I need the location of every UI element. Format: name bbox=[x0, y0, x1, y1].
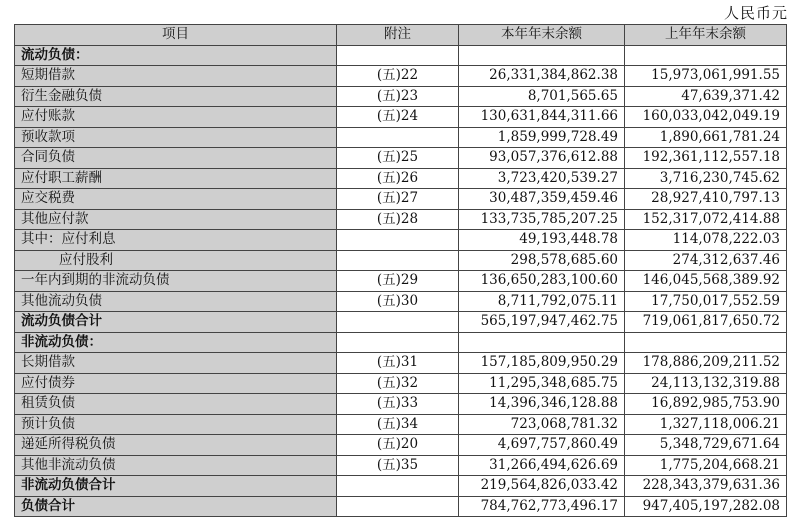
row-current-balance: 136,650,283,100.60 bbox=[459, 271, 625, 292]
row-prior-balance: 947,405,197,282.08 bbox=[625, 496, 787, 517]
row-prior-balance: 178,886,209,211.52 bbox=[625, 353, 787, 374]
row-current-balance bbox=[459, 332, 625, 353]
row-note bbox=[337, 496, 459, 517]
row-current-balance: 49,193,448.78 bbox=[459, 230, 625, 251]
row-item-name: 应交税费 bbox=[15, 189, 337, 210]
row-item-name: 租赁负债 bbox=[15, 394, 337, 415]
header-current-year: 本年年末余额 bbox=[459, 25, 625, 46]
table-row bbox=[15, 291, 787, 312]
row-current-balance: 1,859,999,728.49 bbox=[459, 127, 625, 148]
table-row bbox=[15, 168, 787, 189]
table-row bbox=[15, 496, 787, 517]
row-prior-balance: 5,348,729,671.64 bbox=[625, 435, 787, 456]
row-item-name: 应付职工薪酬 bbox=[15, 168, 337, 189]
table-row bbox=[15, 455, 787, 476]
table-row bbox=[15, 373, 787, 394]
table-row bbox=[15, 312, 787, 333]
row-note bbox=[337, 45, 459, 66]
table-row bbox=[15, 45, 787, 66]
row-prior-balance: 1,327,118,006.21 bbox=[625, 414, 787, 435]
row-item-name: 应付账款 bbox=[15, 107, 337, 128]
row-item-name: 衍生金融负债 bbox=[15, 86, 337, 107]
table-row bbox=[15, 271, 787, 292]
row-note bbox=[337, 250, 459, 271]
row-note: (五)28 bbox=[337, 209, 459, 230]
table-row bbox=[15, 86, 787, 107]
row-prior-balance bbox=[625, 332, 787, 353]
row-item-name: 预收款项 bbox=[15, 127, 337, 148]
row-current-balance: 14,396,346,128.88 bbox=[459, 394, 625, 415]
row-note: (五)35 bbox=[337, 455, 459, 476]
row-note: (五)32 bbox=[337, 373, 459, 394]
row-item-name: 其他流动负债 bbox=[15, 291, 337, 312]
row-current-balance: 219,564,826,033.42 bbox=[459, 476, 625, 497]
row-prior-balance: 1,890,661,781.24 bbox=[625, 127, 787, 148]
table-row bbox=[15, 250, 787, 271]
row-prior-balance: 15,973,061,991.55 bbox=[625, 66, 787, 87]
row-note: (五)20 bbox=[337, 435, 459, 456]
row-prior-balance: 47,639,371.42 bbox=[625, 86, 787, 107]
table-row bbox=[15, 66, 787, 87]
table-row bbox=[15, 394, 787, 415]
header-item: 项目 bbox=[15, 25, 337, 46]
row-note: (五)34 bbox=[337, 414, 459, 435]
row-item-name: 短期借款 bbox=[15, 66, 337, 87]
row-current-balance: 298,578,685.60 bbox=[459, 250, 625, 271]
row-prior-balance: 114,078,222.03 bbox=[625, 230, 787, 251]
row-note: (五)25 bbox=[337, 148, 459, 169]
row-item-name: 预计负债 bbox=[15, 414, 337, 435]
row-prior-balance: 3,716,230,745.62 bbox=[625, 168, 787, 189]
row-note: (五)33 bbox=[337, 394, 459, 415]
row-item-name: 流动负债合计 bbox=[15, 312, 337, 333]
row-note: (五)30 bbox=[337, 291, 459, 312]
row-current-balance: 8,711,792,075.11 bbox=[459, 291, 625, 312]
row-note bbox=[337, 127, 459, 148]
table-row bbox=[15, 127, 787, 148]
row-note: (五)23 bbox=[337, 86, 459, 107]
row-prior-balance: 1,775,204,668.21 bbox=[625, 455, 787, 476]
table-body bbox=[15, 45, 787, 517]
row-item-name: 应付债券 bbox=[15, 373, 337, 394]
row-prior-balance: 192,361,112,557.18 bbox=[625, 148, 787, 169]
table-row bbox=[15, 107, 787, 128]
row-current-balance: 26,331,384,862.38 bbox=[459, 66, 625, 87]
row-item-name: 其他非流动负债 bbox=[15, 455, 337, 476]
table-row bbox=[15, 230, 787, 251]
row-prior-balance: 146,045,568,389.92 bbox=[625, 271, 787, 292]
row-note bbox=[337, 476, 459, 497]
table-row bbox=[15, 414, 787, 435]
row-item-name: 递延所得税负债 bbox=[15, 435, 337, 456]
row-item-name: 负债合计 bbox=[15, 496, 337, 517]
row-prior-balance: 24,113,132,319.88 bbox=[625, 373, 787, 394]
row-prior-balance: 274,312,637.46 bbox=[625, 250, 787, 271]
row-item-name: 非流动负债： bbox=[15, 332, 337, 353]
row-current-balance: 133,735,785,207.25 bbox=[459, 209, 625, 230]
row-current-balance bbox=[459, 45, 625, 66]
row-current-balance: 130,631,844,311.66 bbox=[459, 107, 625, 128]
row-note: (五)31 bbox=[337, 353, 459, 374]
row-note: (五)24 bbox=[337, 107, 459, 128]
table-row bbox=[15, 209, 787, 230]
row-current-balance: 723,068,781.32 bbox=[459, 414, 625, 435]
row-current-balance: 565,197,947,462.75 bbox=[459, 312, 625, 333]
row-note bbox=[337, 332, 459, 353]
table-row bbox=[15, 189, 787, 210]
row-current-balance: 31,266,494,626.69 bbox=[459, 455, 625, 476]
row-item-name: 应付股利 bbox=[15, 250, 337, 271]
row-current-balance: 784,762,773,496.17 bbox=[459, 496, 625, 517]
row-prior-balance: 152,317,072,414.88 bbox=[625, 209, 787, 230]
row-current-balance: 157,185,809,950.29 bbox=[459, 353, 625, 374]
table-row bbox=[15, 148, 787, 169]
row-note bbox=[337, 230, 459, 251]
row-prior-balance: 719,061,817,650.72 bbox=[625, 312, 787, 333]
table-row bbox=[15, 332, 787, 353]
row-item-name: 其中：应付利息 bbox=[15, 230, 337, 251]
row-current-balance: 4,697,757,860.49 bbox=[459, 435, 625, 456]
row-item-name: 长期借款 bbox=[15, 353, 337, 374]
header-prior-year: 上年年末余额 bbox=[625, 25, 787, 46]
row-note: (五)22 bbox=[337, 66, 459, 87]
row-prior-balance: 17,750,017,552.59 bbox=[625, 291, 787, 312]
row-current-balance: 93,057,376,612.88 bbox=[459, 148, 625, 169]
row-prior-balance: 16,892,985,753.90 bbox=[625, 394, 787, 415]
row-current-balance: 3,723,420,539.27 bbox=[459, 168, 625, 189]
currency-unit-label: 人民币元 bbox=[723, 4, 788, 22]
row-current-balance: 8,701,565.65 bbox=[459, 86, 625, 107]
row-prior-balance: 228,343,379,631.36 bbox=[625, 476, 787, 497]
row-current-balance: 11,295,348,685.75 bbox=[459, 373, 625, 394]
row-item-name: 非流动负债合计 bbox=[15, 476, 337, 497]
header-row bbox=[15, 25, 787, 46]
row-note: (五)27 bbox=[337, 189, 459, 210]
row-item-name: 流动负债： bbox=[15, 45, 337, 66]
row-current-balance: 30,487,359,459.46 bbox=[459, 189, 625, 210]
row-note: (五)26 bbox=[337, 168, 459, 189]
row-item-name: 其他应付款 bbox=[15, 209, 337, 230]
row-note bbox=[337, 312, 459, 333]
header-note: 附注 bbox=[337, 25, 459, 46]
liabilities-table bbox=[14, 24, 787, 517]
row-item-name: 一年内到期的非流动负债 bbox=[15, 271, 337, 292]
row-item-name: 合同负债 bbox=[15, 148, 337, 169]
row-prior-balance: 160,033,042,049.19 bbox=[625, 107, 787, 128]
row-note: (五)29 bbox=[337, 271, 459, 292]
table-row bbox=[15, 435, 787, 456]
table-row bbox=[15, 353, 787, 374]
row-prior-balance: 28,927,410,797.13 bbox=[625, 189, 787, 210]
table-row bbox=[15, 476, 787, 497]
row-prior-balance bbox=[625, 45, 787, 66]
